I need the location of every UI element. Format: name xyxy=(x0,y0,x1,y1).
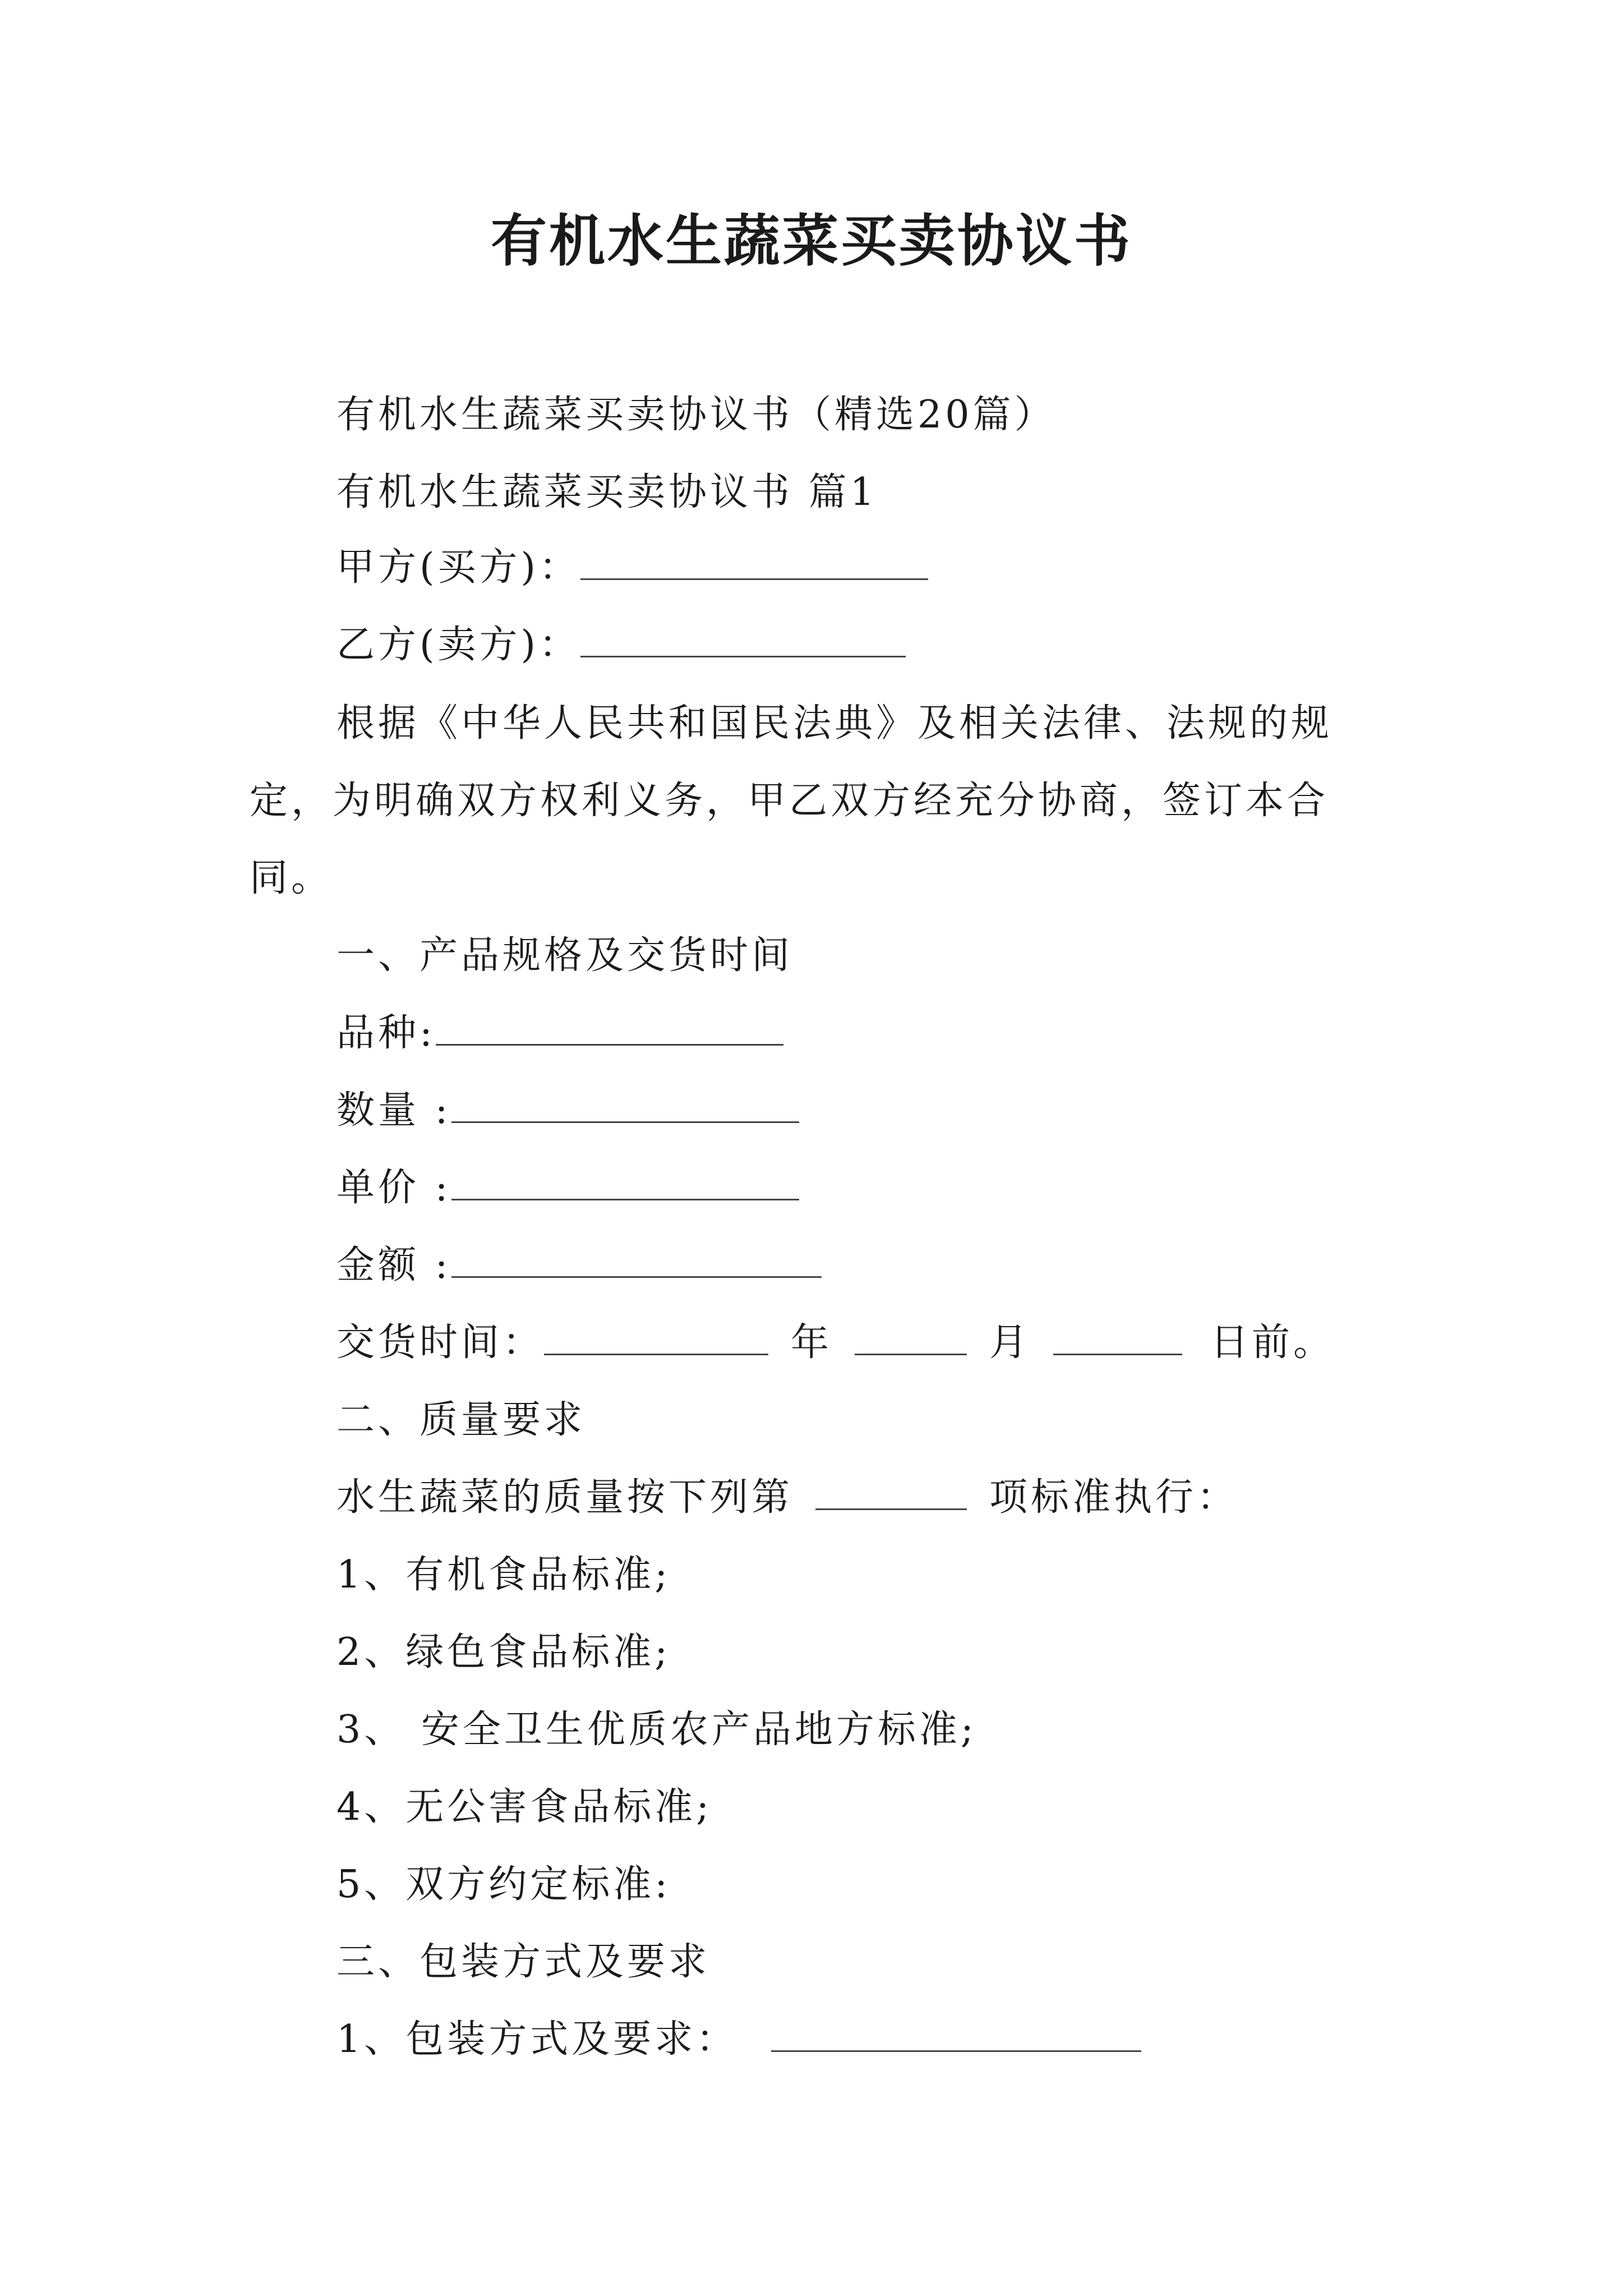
standard-item-5: 5、双方约定标准: xyxy=(336,1862,671,1907)
section-1-heading: 一、产品规格及交货时间 xyxy=(336,933,794,978)
party-a-line xyxy=(336,540,928,596)
packaging-blank xyxy=(771,2016,1141,2052)
standard-item-3: 3、 安全卫生优质农产品地方标准; xyxy=(336,1708,977,1752)
quality-standard-line xyxy=(336,1470,1238,1526)
delivery-day-blank xyxy=(1053,1319,1182,1355)
unit-price-label: 单价 : xyxy=(336,1166,451,1210)
variety-line xyxy=(336,1005,783,1061)
delivery-time-label: 交货时间： xyxy=(336,1320,545,1365)
year-label: 年 xyxy=(791,1320,833,1365)
party-a-blank xyxy=(580,544,928,580)
amount-blank xyxy=(451,1241,822,1278)
packaging-label: 1、包装方式及要求： xyxy=(336,2017,738,2062)
intro-paragraph-line-1: 根据《中华人民共和国民法典》及相关法律、法规的规 xyxy=(336,701,1333,746)
day-before-label: 日前。 xyxy=(1210,1320,1335,1365)
delivery-month-blank xyxy=(855,1319,967,1355)
variety-blank xyxy=(436,1009,783,1046)
quality-option-blank xyxy=(815,1474,967,1510)
intro-paragraph-line-2: 定，为明确双方权利义务，甲乙双方经充分协商，签订本合 xyxy=(250,779,1329,823)
party-b-label: 乙方(卖方)： xyxy=(336,623,581,667)
quantity-blank xyxy=(451,1087,799,1123)
party-b-blank xyxy=(580,621,906,657)
standard-item-2: 2、绿色食品标准; xyxy=(336,1630,671,1674)
amount-label: 金额 : xyxy=(336,1243,451,1287)
party-b-line xyxy=(336,617,906,673)
section-heading-part1: 有机水生蔬菜买卖协议书 篇1 xyxy=(336,470,878,514)
unit-price-line xyxy=(336,1160,799,1216)
quantity-line xyxy=(336,1083,799,1139)
quantity-label: 数量 : xyxy=(336,1088,451,1133)
section-3-heading: 三、包装方式及要求 xyxy=(336,1940,711,1984)
month-label: 月 xyxy=(989,1320,1031,1365)
quality-text-before: 水生蔬菜的质量按下列第 xyxy=(336,1475,794,1520)
section-2-heading: 二、质量要求 xyxy=(336,1398,586,1442)
variety-label: 品种: xyxy=(336,1011,436,1055)
standard-item-1: 1、有机食品标准; xyxy=(336,1553,671,1597)
delivery-year-blank xyxy=(544,1319,768,1355)
document-subtitle: 有机水生蔬菜买卖协议书（精选20篇） xyxy=(336,393,1056,437)
unit-price-blank xyxy=(451,1164,799,1200)
amount-line xyxy=(336,1237,822,1294)
party-a-label: 甲方(买方)： xyxy=(336,545,581,590)
intro-paragraph-line-3: 同。 xyxy=(250,856,333,900)
packaging-line xyxy=(336,2012,1141,2068)
document-title: 有机水生蔬菜买卖协议书 xyxy=(491,208,1132,274)
delivery-time-line xyxy=(336,1315,1335,1371)
quality-text-after: 项标准执行： xyxy=(989,1475,1239,1520)
standard-item-4: 4、无公害食品标准; xyxy=(336,1785,713,1829)
